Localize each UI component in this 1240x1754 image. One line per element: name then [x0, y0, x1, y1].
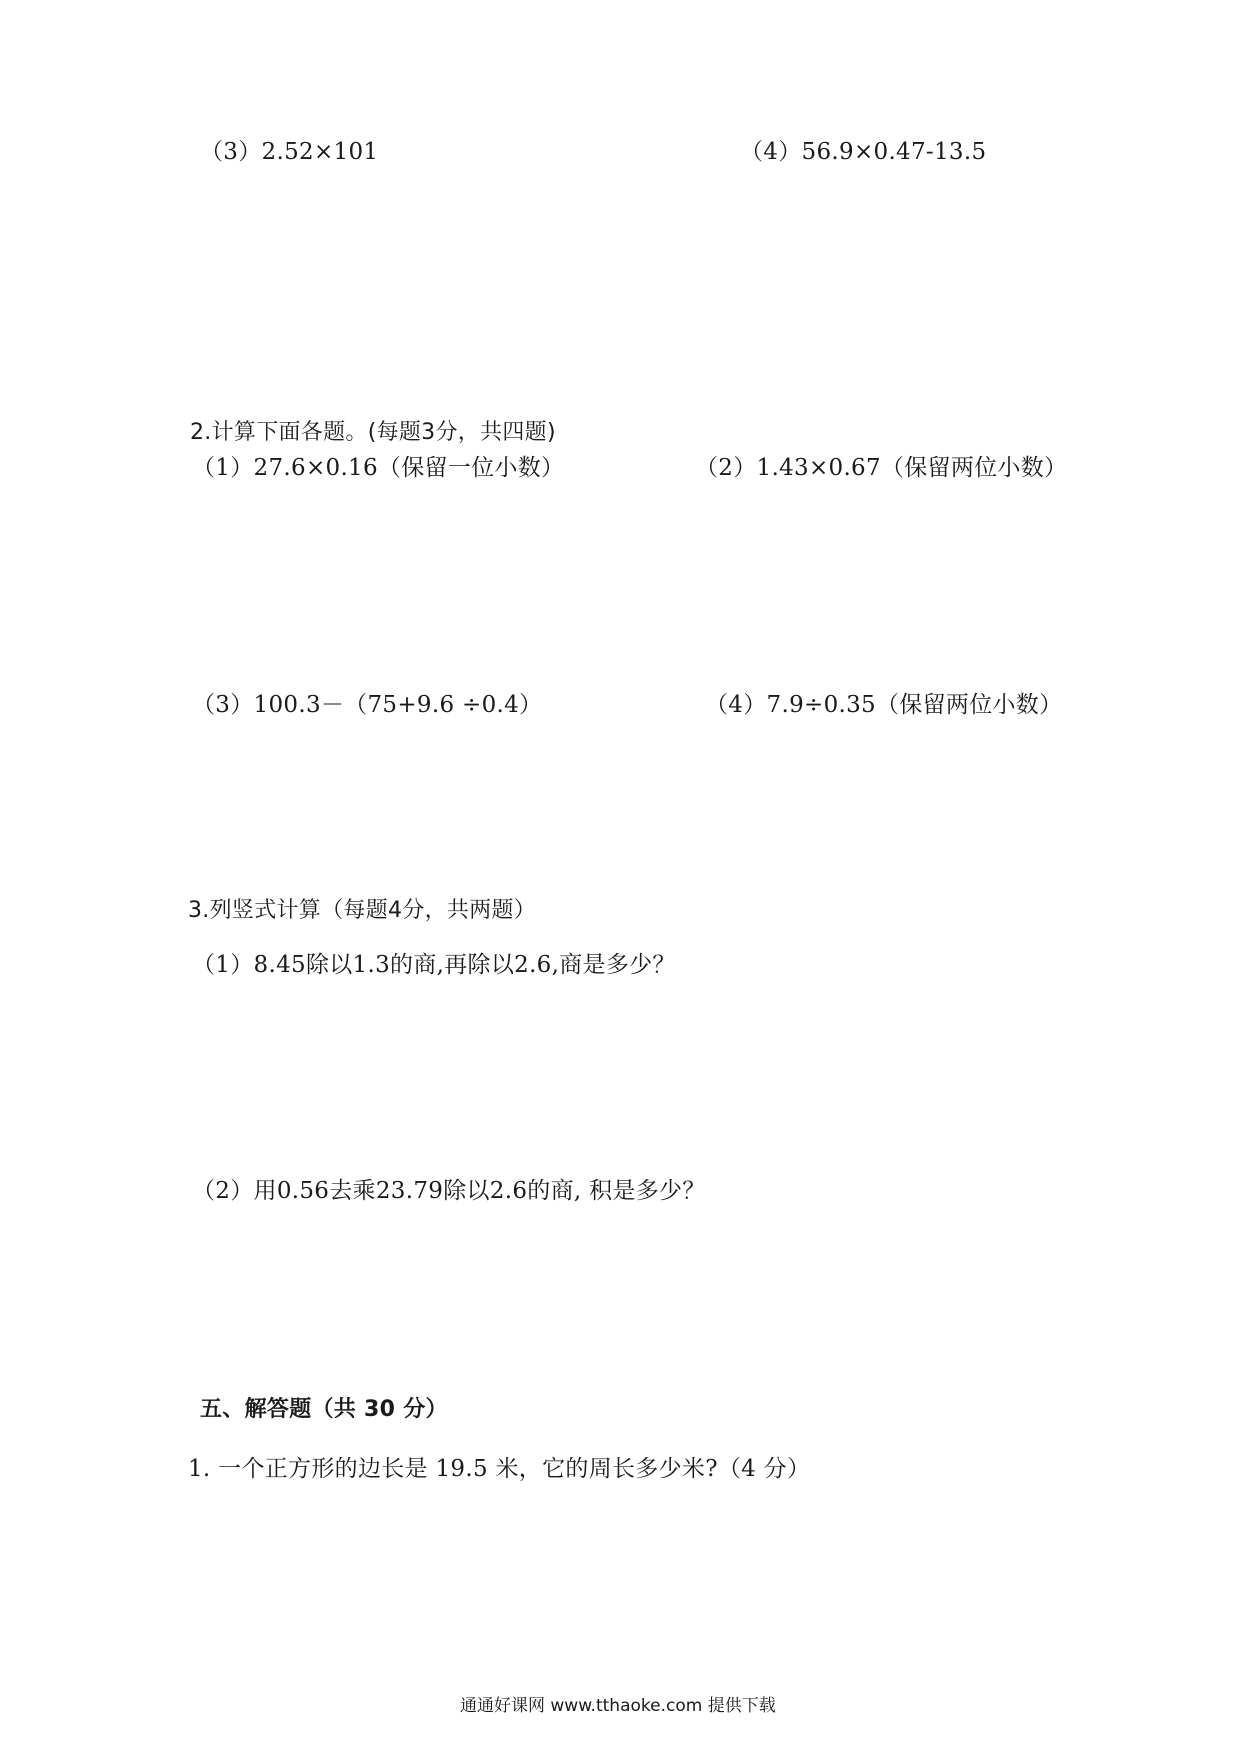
page-footer: 通通好课网 www.tthaoke.com 提供下载	[460, 1696, 776, 1716]
q3-item-1: （1）8.45除以1.3的商,再除以2.6,商是多少？	[192, 952, 676, 978]
q1-item-3: （3）2.52×101	[200, 139, 379, 165]
q2-item-2: （2）1.43×0.67（保留两位小数）	[695, 455, 1068, 481]
section5-question-1: 1. 一个正方形的边长是 19.5 米，它的周长多少米?（4 分）	[188, 1456, 811, 1482]
section5-heading: 五、解答题（共 30 分）	[200, 1397, 448, 1422]
q2-item-4: （4）7.9÷0.35（保留两位小数）	[705, 692, 1063, 718]
q2-item-3: （3）100.3－（75+9.6 ÷0.4）	[192, 692, 543, 718]
q1-item-4: （4）56.9×0.47-13.5	[740, 139, 987, 165]
q2-heading: 2.计算下面各题。(每题3分，共四题)	[190, 420, 556, 445]
q2-item-1: （1）27.6×0.16（保留一位小数）	[192, 455, 565, 481]
q3-heading: 3.列竖式计算（每题4分，共两题）	[188, 898, 537, 923]
q3-item-2: （2）用0.56去乘23.79除以2.6的商, 积是多少？	[192, 1178, 706, 1204]
